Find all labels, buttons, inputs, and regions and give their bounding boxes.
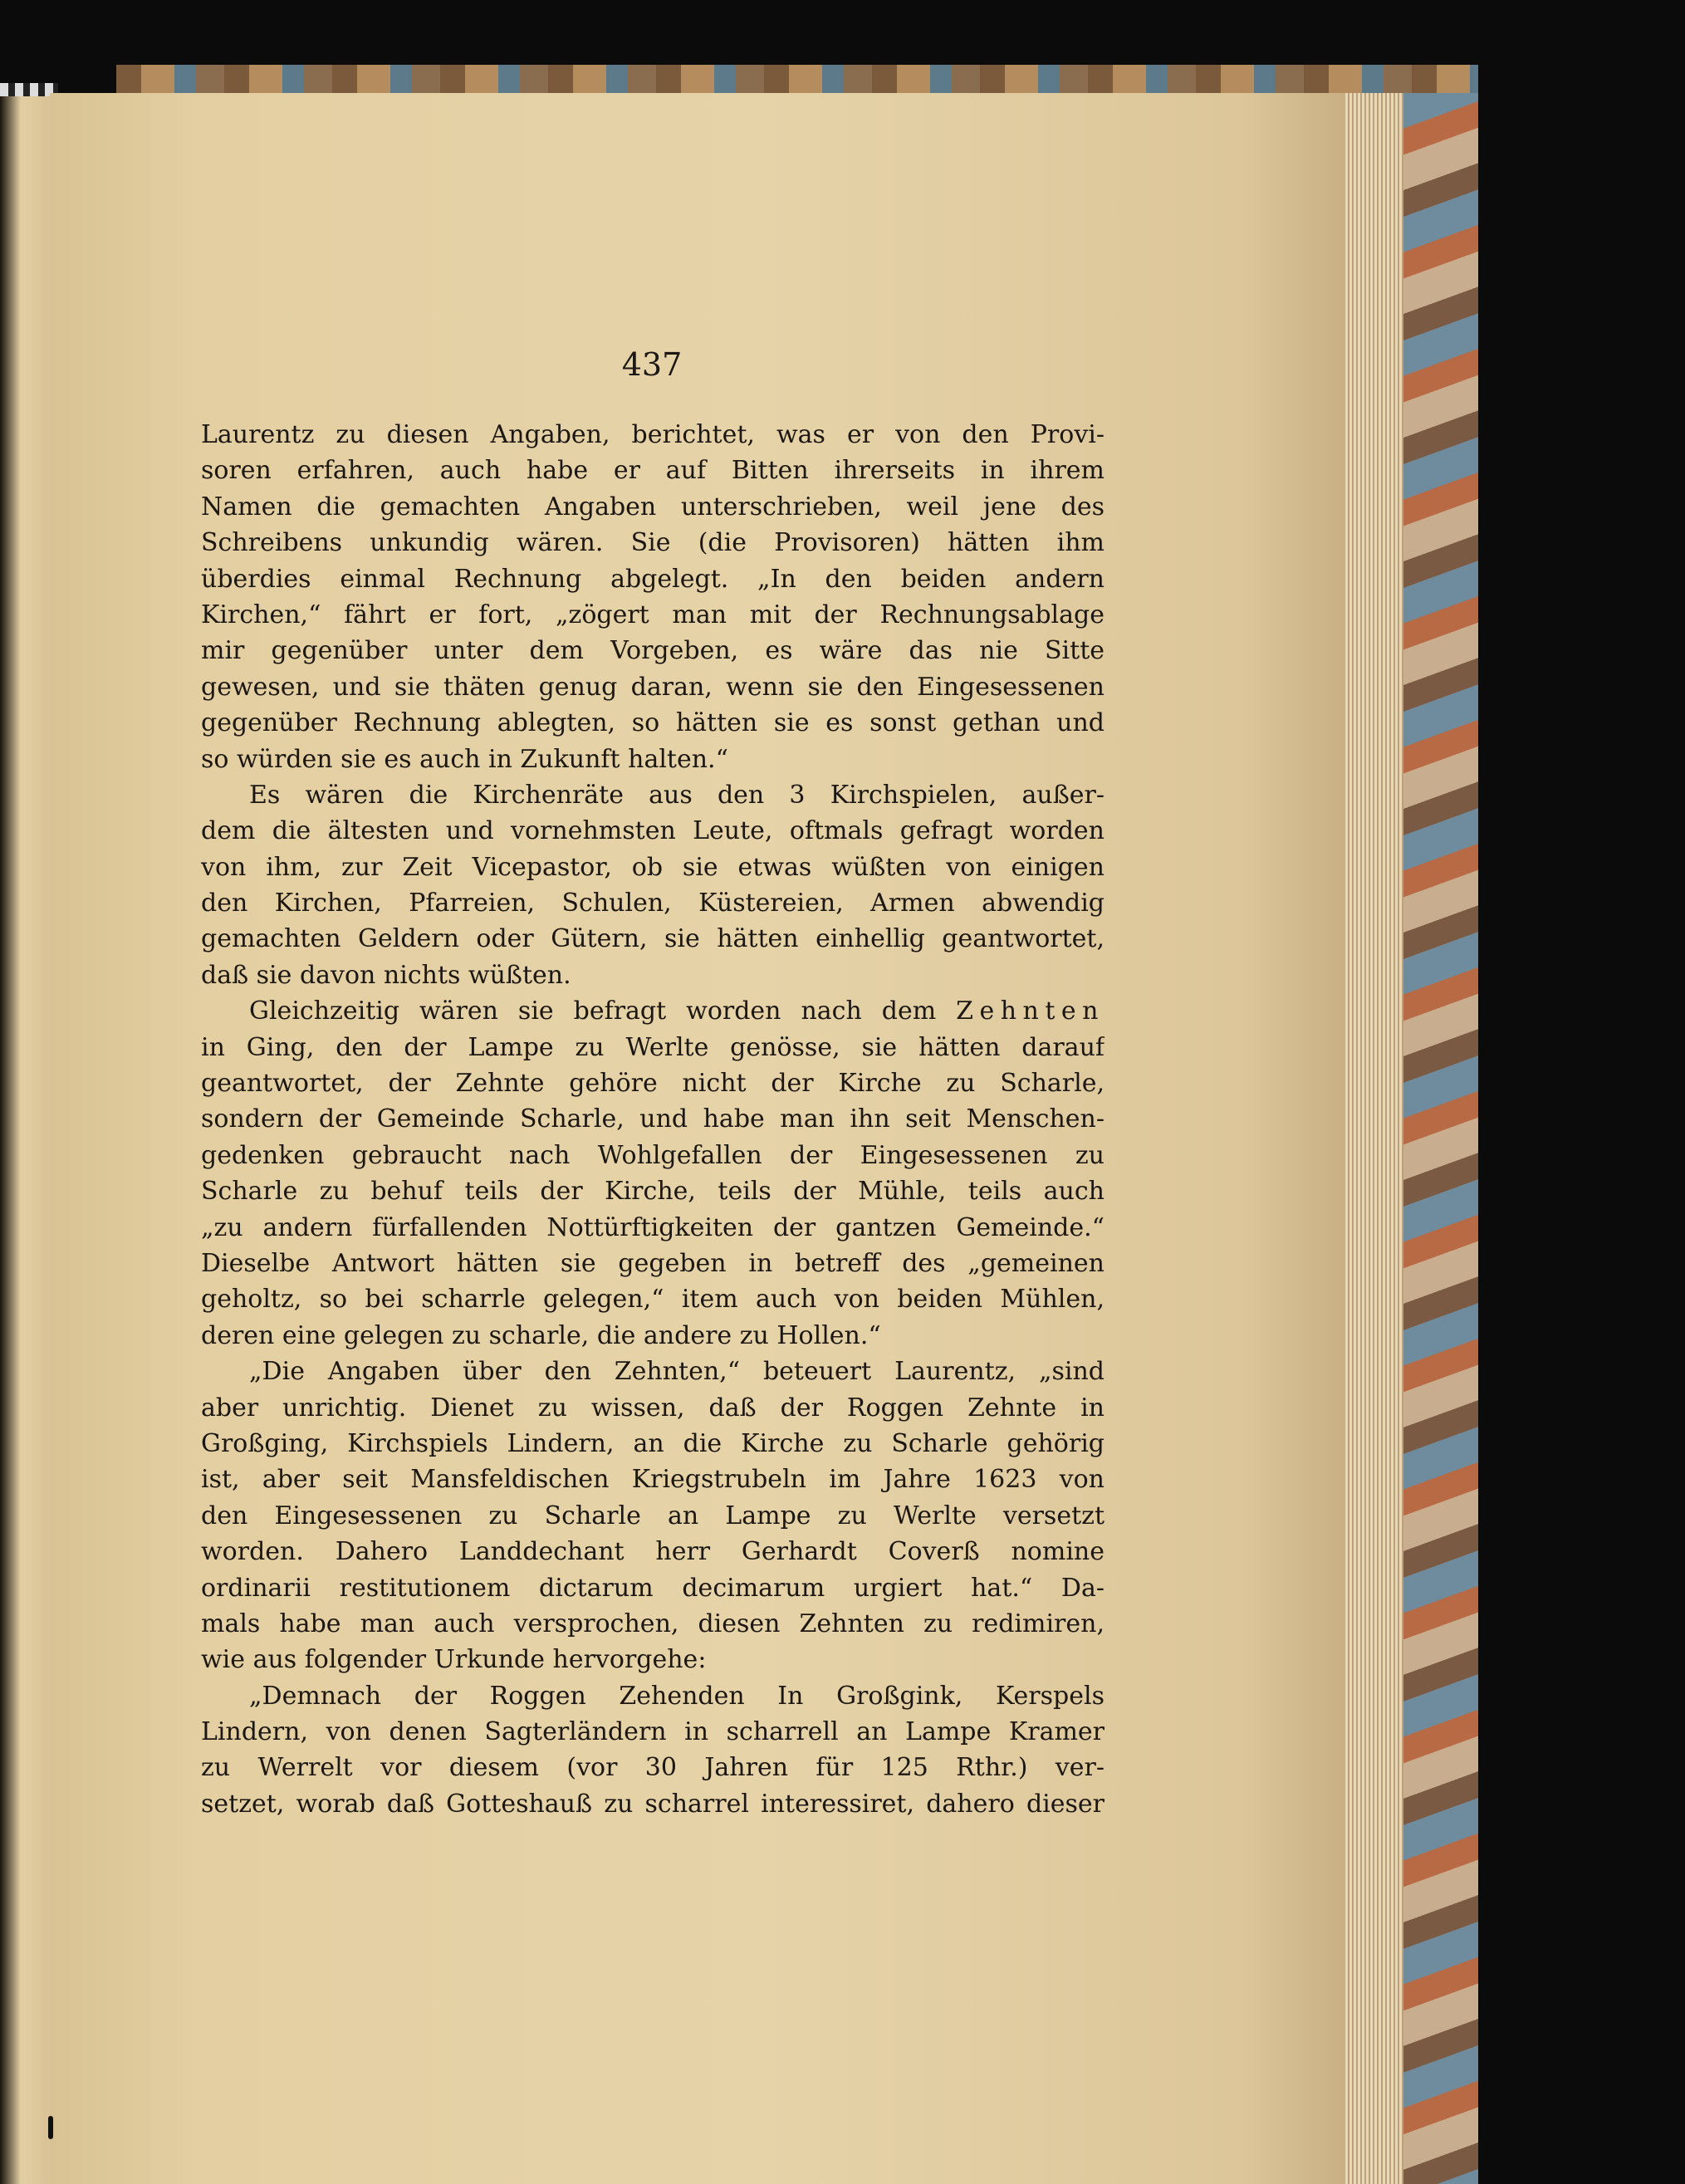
text-line: „Die Angaben über den Zehnten,“ beteuert Laurentz, „sind — [249, 1357, 1105, 1387]
text-line: Kirchen,“ fährt er fort, „zögert man mit der Rechnungsablage — [201, 600, 1105, 629]
text-line: den Kirchen, Pfarreien, Schulen, Küstereien, Armen abwendig — [201, 889, 1105, 918]
page-number: 437 — [621, 346, 683, 383]
text-line: gegenüber Rechnung ablegten, so hätten sie es sonst gethan und — [201, 708, 1105, 738]
page-corner-mark — [48, 2116, 53, 2139]
text-line: deren eine gelegen zu scharle, die andere zu Hollen.“ — [201, 1320, 881, 1350]
text-line: in Ging, den der Lampe zu Werlte genösse, sie hätten darauf — [201, 1032, 1105, 1062]
text-line: gedenken gebraucht nach Wohlgefallen der Eingesessenen zu — [201, 1140, 1105, 1170]
text-line: setzet, worab daß Gotteshauß zu scharrel interessiret, dahero dieser — [201, 1789, 1105, 1819]
text-line: „Demnach der Roggen Zehenden In Großgink, Kerspels — [249, 1681, 1105, 1711]
book-page — [50, 93, 1345, 2184]
text-line: den Eingesessenen zu Scharle an Lampe zu Werlte versetzt — [201, 1501, 1105, 1530]
text-line: geholtz, so bei scharrle gelegen,“ item auch von beiden Mühlen, — [201, 1285, 1105, 1315]
text-line: Es wären die Kirchenräte aus den 3 Kirchspielen, außer- — [249, 780, 1105, 810]
text-line: ordinarii restitutionem dictarum decimarum urgiert hat.“ Da- — [201, 1573, 1105, 1603]
text-line: zu Werrelt vor diesem (vor 30 Jahren für 125 Rthr.) ver- — [201, 1753, 1105, 1783]
text-line: aber unrichtig. Dienet zu wissen, daß der Roggen Zehnte in — [201, 1393, 1105, 1423]
text-line — [201, 993, 1105, 1029]
text-line: Lindern, von denen Sagterländern in scharrell an Lampe Kramer — [201, 1717, 1105, 1747]
text-line: von ihm, zur Zeit Vicepastor, ob sie etwas wüßten von einigen — [201, 852, 1105, 882]
text-line: mals habe man auch versprochen, diesen Zehnten zu redimiren, — [201, 1609, 1105, 1638]
text-line: geantwortet, der Zehnte gehöre nicht der Kirche zu Scharle, — [201, 1069, 1105, 1099]
text-line: überdies einmal Rechnung abgelegt. „In den beiden andern — [201, 564, 1105, 594]
text-line-part: Gleichzeitig wären sie befragt worden nach dem — [249, 997, 937, 1026]
text-line: soren erfahren, auch habe er auf Bitten ihrerseits in ihrem — [201, 456, 1105, 486]
left-page-edge — [0, 91, 50, 2184]
text-line: gewesen, und sie thäten genug daran, wenn sie den Eingesessenen — [201, 672, 1105, 702]
text-line: wie aus folgender Urkunde hervorgehe: — [201, 1645, 707, 1675]
text-line: mir gegenüber unter dem Vorgeben, es wäre das nie Sitte — [201, 636, 1105, 666]
text-line: dem die ältesten und vornehmsten Leute, oftmals gefragt worden — [201, 816, 1105, 846]
text-line: Schreibens unkundig wären. Sie (die Provisoren) hätten ihm — [201, 528, 1105, 558]
text-line: Großging, Kirchspiels Lindern, an die Kirche zu Scharle gehörig — [201, 1428, 1105, 1458]
marbled-endpaper — [1403, 93, 1478, 2184]
spaced-word: Zehnten — [956, 997, 1105, 1026]
page-edges — [1345, 93, 1403, 2184]
text-line: Laurentz zu diesen Angaben, berichtet, was er von den Provi- — [201, 420, 1105, 449]
text-line: Namen die gemachten Angaben unterschrieben, weil jene des — [201, 492, 1105, 522]
text-line: so würden sie es auch in Zukunft halten.“ — [201, 744, 728, 774]
text-line: Scharle zu behuf teils der Kirche, teils der Mühle, teils auch — [201, 1177, 1105, 1207]
text-line: sondern der Gemeinde Scharle, und habe man ihn seit Menschen- — [201, 1104, 1105, 1134]
text-line: ist, aber seit Mansfeldischen Kriegstrubeln im Jahre 1623 von — [201, 1465, 1105, 1495]
text-line: „zu andern fürfallenden Nottürftigkeiten der gantzen Gemeinde.“ — [201, 1212, 1105, 1242]
text-line: gemachten Geldern oder Gütern, sie hätten einhellig geantwortet, — [201, 924, 1105, 954]
body-text — [201, 417, 1105, 1822]
text-line: daß sie davon nichts wüßten. — [201, 960, 571, 990]
text-line: worden. Dahero Landdechant herr Gerhardt Coverß nomine — [201, 1537, 1105, 1567]
text-line: Dieselbe Antwort hätten sie gegeben in betreff des „gemeinen — [201, 1248, 1105, 1278]
